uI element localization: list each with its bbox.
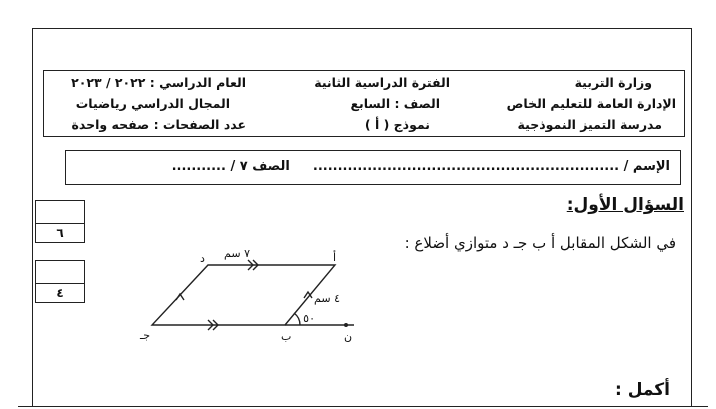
- score-box-1-value: ٦: [56, 226, 64, 240]
- school-label: مدرسة التميز النموذجية: [517, 117, 662, 132]
- point-label-n: ن: [344, 330, 353, 343]
- vertex-label-a: أ: [333, 251, 337, 264]
- page-bottom-line: [18, 406, 708, 407]
- angle-arc: [294, 313, 300, 325]
- side-ad-length: ٧ سم: [224, 247, 250, 260]
- angle-value: ٥٠: [303, 312, 315, 325]
- score-box-2-value: ٤: [56, 286, 64, 300]
- student-name-field[interactable]: الإسم / ..............................................................: [312, 159, 670, 174]
- grade-label: الصف : السابع: [350, 96, 440, 111]
- vertex-label-b: ب: [281, 330, 292, 343]
- arrow-mark-dc: [176, 294, 184, 300]
- point-n-dot: [344, 323, 348, 327]
- model-label: نموذج ( أ ): [364, 117, 430, 132]
- question-1-text: في الشكل المقابل أ ب جـ د متوازي أضلاع :: [404, 234, 676, 252]
- vertex-label-c: جـ: [140, 329, 151, 342]
- side-ab-length: ٤ سم: [314, 292, 340, 305]
- administration-label: الإدارة العامة للتعليم الخاص: [506, 96, 676, 111]
- vertex-label-d: د: [200, 252, 205, 265]
- pages-label: عدد الصفحات : صفحه واحدة: [71, 117, 246, 132]
- year-label: العام الدراسي : ٢٠٢٢ / ٢٠٢٣: [71, 75, 246, 90]
- ministry-label: وزارة التربية: [574, 75, 652, 90]
- question-1-title: السؤال الأول:: [566, 195, 684, 215]
- term-label: الفترة الدراسية الثانية: [314, 75, 450, 90]
- student-class-field[interactable]: الصف ٧ / ...........: [171, 159, 290, 174]
- complete-section-title: أكمل :: [614, 380, 670, 400]
- subject-label: المجال الدراسي رياضيات: [75, 96, 230, 111]
